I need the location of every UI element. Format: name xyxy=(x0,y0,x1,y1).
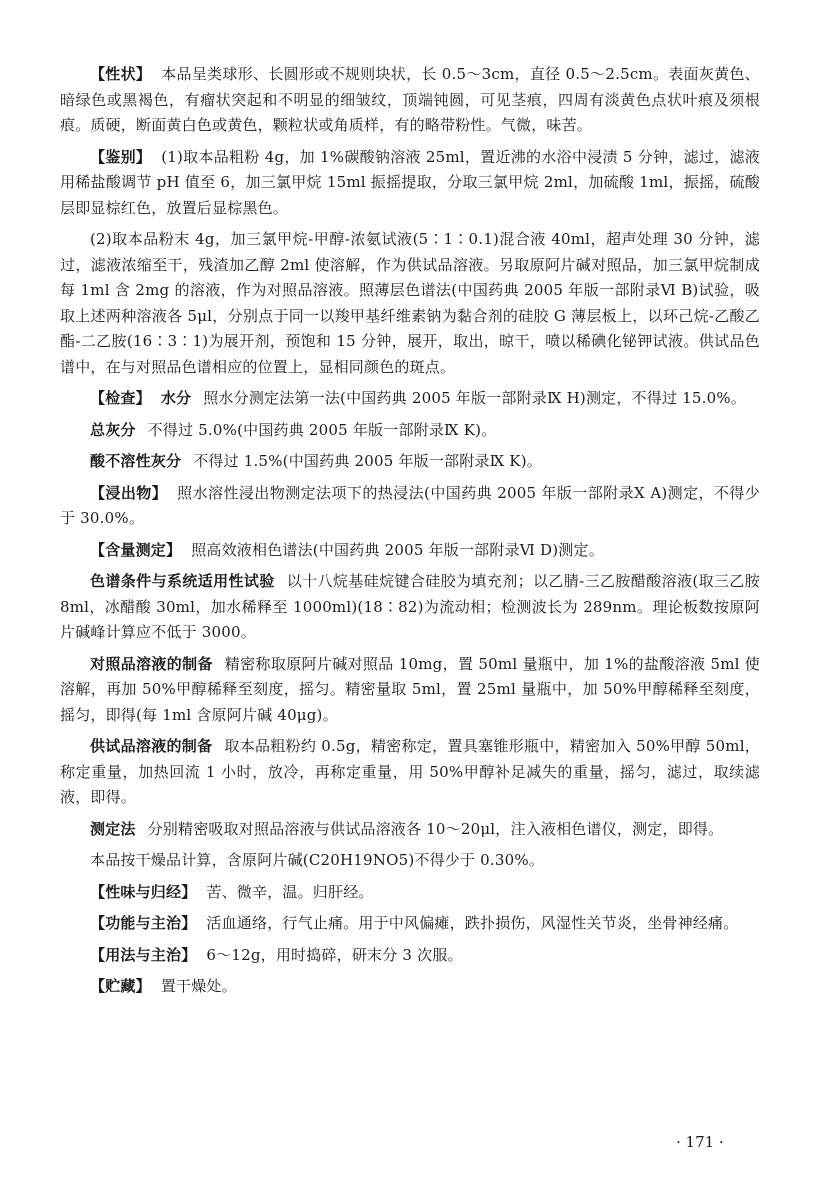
section-text: 以十八烷基硅烷键合硅胶为填充剂；以乙腈-三乙胺醋酸溶液(取三乙胺 8ml，冰醋酸 30ml，加水稀释至 1000ml)(18∶82)为流动相；检测波长为 289nm。理论板数按原阿片碱峰计算应不低于 3000。 xyxy=(60,572,761,641)
section-text: 精密称取原阿片碱对照品 10mg，置 50ml 量瓶中，加 1%的盐酸溶液 5ml 使溶解，再加 50%甲醇稀释至刻度，摇匀。精密量取 5ml，置 25ml 量瓶中，加 50%甲醇稀释至刻度，摇匀，即得(每 1ml 含原阿片碱 40μg)。 xyxy=(60,654,760,724)
section-jiancha xyxy=(60,386,760,412)
section-text: 活血通络，行气止痛。用于中风偏瘫，跌扑损伤，风湿性关节炎，坐骨神经痛。 xyxy=(206,914,739,932)
subsection-heading: 色谱条件与系统适用性试验 xyxy=(90,572,275,590)
section-text: 本品呈类球形、长圆形或不规则块状，长 0.5～3cm，直径 0.5～2.5cm。表面灰黄色、暗绿色或黑褐色，有瘤状突起和不明显的细皱纹，顶端钝圆，可见茎痕，四周有淡黄色点状叶痕及须根痕。质硬，断面黄白色或黄色，颗粒状或角质样，有的略带粉性。气微，味苦。 xyxy=(60,65,760,134)
hanliang-xiandu xyxy=(60,848,760,874)
section-heading: 【鉴别】 xyxy=(90,147,152,166)
section-heading: 【功能与主治】 xyxy=(90,914,197,932)
section-text: 照水分测定法第一法(中国药典 2005 年版一部附录Ⅸ H)测定，不得过 15.0%。 xyxy=(203,389,746,407)
jiancha-zonghuifen xyxy=(60,418,760,444)
section-text: 6～12g，用时捣碎，研末分 3 次服。 xyxy=(206,945,463,964)
page-number: · 171 · xyxy=(676,1133,724,1151)
section-zhucang xyxy=(60,974,760,1000)
cedingfa xyxy=(60,817,760,843)
section-text: 分别精密吸取对照品溶液与供试品溶液各 10～20μl，注入液相色谱仪，测定，即得。 xyxy=(147,819,724,838)
section-yongfa xyxy=(60,943,760,969)
section-heading: 【性状】 xyxy=(90,65,152,83)
section-heading: 【用法与主治】 xyxy=(90,945,197,964)
subsection-heading: 酸不溶性灰分 xyxy=(90,452,182,470)
section-text: (2)取本品粉末 4g，加三氯甲烷-甲醇-浓氨试液(5∶1∶0.1)混合液 40ml，超声处理 30 分钟，滤过，滤液浓缩至干，残渣加乙醇 2ml 使溶解，作为供试品溶液。另取原阿片碱对照品，加三氯甲烷制成每 1ml 含 2mg 的溶液，作为对照品溶液。照薄层色谱法(中国药典 2005 年版一部附录Ⅵ B)试验，吸取上述两种溶液各 5μl，分别点于同一以羧甲基纤维素钠为黏合剂的硅胶 G 薄层板上，以环己烷-乙酸乙酯-二乙胺(16∶3∶1)为展开剂，预饱和 15 分钟，展开，取出，晾干，喷以稀碘化铋钾试液。供试品色谱中，在与对照品色谱相应的位置上，显相同颜色的斑点。 xyxy=(60,230,760,376)
section-jinchuwu xyxy=(60,481,760,532)
section-heading: 【性味与归经】 xyxy=(90,882,197,901)
section-jianbie xyxy=(60,145,760,222)
section-text: 不得过 5.0%(中国药典 2005 年版一部附录Ⅸ K)。 xyxy=(147,420,497,439)
subsection-heading: 总灰分 xyxy=(90,420,136,439)
section-xingwei xyxy=(60,880,760,906)
duizhaopin-zhibei xyxy=(60,652,760,729)
subsection-heading: 供试品溶液的制备 xyxy=(90,737,213,755)
section-text: 不得过 1.5%(中国药典 2005 年版一部附录Ⅸ K)。 xyxy=(193,452,542,470)
section-text: 取本品粗粉约 0.5g，精密称定，置具塞锥形瓶中，精密加入 50%甲醇 50ml，称定重量，加热回流 1 小时，放冷，再称定重量，用 50%甲醇补足减失的重量，摇匀，滤过，取续滤液，即得。 xyxy=(60,737,760,806)
jiancha-suanburongxing xyxy=(60,449,760,475)
jianbie-item-2 xyxy=(60,227,760,380)
section-xingzhuang xyxy=(60,62,760,139)
section-text: 苦、微辛，温。归肝经。 xyxy=(206,882,374,901)
section-heading: 【浸出物】 xyxy=(90,483,168,502)
section-text: 照高效液相色谱法(中国药典 2005 年版一部附录Ⅵ D)测定。 xyxy=(191,540,604,559)
section-text: (1)取本品粗粉 4g，加 1%碳酸钠溶液 25ml，置近沸的水浴中浸渍 5 分钟，滤过，滤液用稀盐酸调节 pH 值至 6，加三氯甲烷 15ml 振摇提取，分取三氯甲烷 2ml，加硫酸 1ml，振摇，硫酸层即显棕红色，放置后显棕黑色。 xyxy=(60,147,760,217)
document-page xyxy=(60,62,760,1006)
section-text: 置干燥处。 xyxy=(160,977,237,995)
gongshipin-zhibei xyxy=(60,734,760,811)
section-gongneng xyxy=(60,911,760,937)
section-heading: 【贮藏】 xyxy=(90,977,151,995)
section-heading: 【含量测定】 xyxy=(90,540,182,559)
section-text: 本品按干燥品计算，含原阿片碱(C20H19NO5)不得少于 0.30%。 xyxy=(90,851,545,869)
section-text: 照水溶性浸出物测定法项下的热浸法(中国药典 2005 年版一部附录Ⅹ A)测定，不得少于 30.0%。 xyxy=(60,483,760,527)
section-hanliangceding xyxy=(60,538,760,564)
subsection-heading: 对照品溶液的制备 xyxy=(90,654,213,673)
sepu-tiaojian xyxy=(60,569,760,646)
section-heading: 【检查】 xyxy=(90,389,151,407)
subsection-heading: 测定法 xyxy=(90,819,136,838)
subsection-heading: 水分 xyxy=(160,389,192,407)
